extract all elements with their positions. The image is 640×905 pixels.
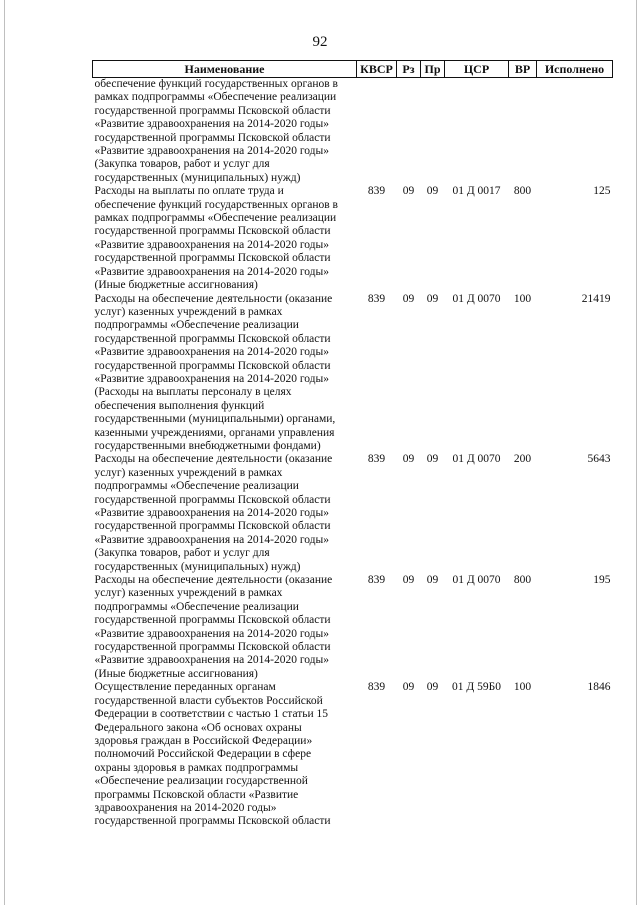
row-name-line: государственной программы Псковской области bbox=[94, 225, 331, 238]
row-name-line: государственной программы Псковской области bbox=[94, 359, 331, 372]
budget-table bbox=[92, 60, 613, 829]
row-name-line: государственными внебюджетными фондами) bbox=[94, 439, 321, 452]
row-vr-cell bbox=[509, 78, 537, 186]
row-pr-cell bbox=[421, 78, 445, 186]
row-name-line: «Развитие здравоохранения на 2014-2020 годы» bbox=[94, 372, 329, 385]
row-name-line: казенными учреждениями, органами управления bbox=[94, 426, 335, 439]
table-header-row bbox=[93, 61, 613, 78]
row-csr-cell: 01 Д 0017 bbox=[452, 185, 501, 198]
header-name: Наименование bbox=[93, 61, 357, 78]
row-name-line: «Развитие здравоохранения на 2014-2020 годы» bbox=[94, 145, 329, 158]
page-edge-right bbox=[636, 0, 637, 905]
row-name-line: подпрограммы «Обеспечение реализации bbox=[94, 600, 299, 613]
row-rz-cell bbox=[397, 78, 421, 186]
row-name-line: «Развитие здравоохранения на 2014-2020 годы» bbox=[94, 533, 329, 546]
row-rz-cell: 09 bbox=[402, 185, 415, 198]
table-row bbox=[93, 293, 613, 454]
page-edge-left bbox=[4, 0, 5, 905]
row-name-line: здоровья граждан в Российской Федерации» bbox=[94, 734, 313, 747]
page-number: 92 bbox=[312, 34, 328, 50]
row-kvsr-cell: 839 bbox=[367, 185, 386, 198]
row-vr-cell: 800 bbox=[513, 185, 532, 198]
row-vr-cell: 200 bbox=[513, 453, 532, 466]
row-vr-cell: 100 bbox=[513, 292, 532, 305]
row-name-line: рамках подпрограммы «Обеспечение реализации bbox=[94, 91, 337, 104]
row-name-line: государственными (муниципальными) органами, bbox=[94, 413, 336, 426]
row-csr-cell bbox=[445, 78, 509, 186]
row-name-line: услуг) казенных учреждений в рамках bbox=[94, 305, 283, 318]
row-name-line: рамках подпрограммы «Обеспечение реализации bbox=[94, 212, 337, 225]
header-pr: Пр bbox=[421, 61, 445, 78]
header-kvsr: КВСР bbox=[357, 61, 397, 78]
row-kvsr-cell bbox=[357, 78, 397, 186]
row-name-line: «Обеспечение реализации государственной bbox=[94, 775, 308, 788]
header-done: Исполнено bbox=[537, 61, 613, 78]
row-vr-cell: 100 bbox=[513, 681, 532, 694]
row-name-line: Федерального закона «Об основах охраны bbox=[94, 721, 302, 734]
row-name-line: Расходы на обеспечение деятельности (оказание bbox=[94, 292, 333, 305]
table-row bbox=[93, 681, 613, 828]
row-name-line: услуг) казенных учреждений в рамках bbox=[94, 466, 283, 479]
row-rz-cell: 09 bbox=[402, 574, 415, 587]
row-csr-cell: 01 Д 0070 bbox=[452, 292, 501, 305]
row-name-cell bbox=[93, 574, 357, 681]
row-csr-cell: 01 Д 0070 bbox=[452, 453, 501, 466]
row-done-cell: 21419 bbox=[581, 292, 611, 305]
row-pr-cell: 09 bbox=[426, 185, 439, 198]
header-vr: ВР bbox=[509, 61, 537, 78]
row-name-line: подпрограммы «Обеспечение реализации bbox=[94, 480, 299, 493]
row-name-line: Расходы на обеспечение деятельности (оказание bbox=[94, 453, 333, 466]
row-done-cell: 195 bbox=[593, 574, 611, 587]
table-row bbox=[93, 453, 613, 574]
row-name-line: полномочий Российской Федерации в сфере bbox=[94, 748, 312, 761]
row-name-line: государственной программы Псковской области bbox=[94, 332, 331, 345]
header-rz: Рз bbox=[397, 61, 421, 78]
row-name-line: (Закупка товаров, работ и услуг для bbox=[94, 547, 270, 560]
row-name-line: «Развитие здравоохранения на 2014-2020 годы» bbox=[94, 654, 329, 667]
row-done-cell: 1846 bbox=[587, 681, 611, 694]
row-name-line: Федерации в соответствии с частью 1 статьи 15 bbox=[94, 708, 329, 721]
row-name-line: Расходы на выплаты по оплате труда и bbox=[94, 185, 284, 198]
row-name-line: (Закупка товаров, работ и услуг для bbox=[94, 158, 270, 171]
row-name-line: (Иные бюджетные ассигнования) bbox=[94, 667, 258, 680]
row-name-cell bbox=[93, 681, 357, 828]
row-pr-cell: 09 bbox=[426, 574, 439, 587]
row-name-line: обеспечение функций государственных органов в bbox=[94, 78, 338, 90]
table-body bbox=[93, 78, 613, 829]
row-name-cell bbox=[93, 453, 357, 574]
row-name-cell bbox=[93, 293, 357, 454]
row-name-line: (Иные бюджетные ассигнования) bbox=[94, 279, 258, 292]
row-kvsr-cell: 839 bbox=[367, 681, 386, 694]
row-name-line: «Развитие здравоохранения на 2014-2020 годы» bbox=[94, 507, 329, 519]
row-rz-cell: 09 bbox=[402, 292, 415, 305]
row-pr-cell: 09 bbox=[426, 292, 439, 305]
row-pr-cell: 09 bbox=[426, 453, 439, 466]
row-name-line: государственной программы Псковской области bbox=[94, 520, 331, 533]
table-row bbox=[93, 185, 613, 292]
row-done-cell: 5643 bbox=[587, 453, 611, 466]
row-name-line: государственной власти субъектов Российской bbox=[94, 694, 323, 707]
table-row bbox=[93, 574, 613, 681]
row-done-cell: 125 bbox=[593, 185, 611, 198]
row-pr-cell: 09 bbox=[426, 681, 439, 694]
row-name-line: «Развитие здравоохранения на 2014-2020 годы» bbox=[94, 627, 329, 640]
row-name-cell bbox=[93, 78, 357, 186]
row-name-line: государственной программы Псковской области bbox=[94, 104, 331, 117]
row-name-line: «Развитие здравоохранения на 2014-2020 годы» bbox=[94, 265, 329, 278]
row-name-cell bbox=[93, 185, 357, 292]
row-kvsr-cell: 839 bbox=[367, 453, 386, 466]
row-csr-cell: 01 Д 0070 bbox=[452, 574, 501, 587]
row-name-line: обеспечения выполнения функций bbox=[94, 399, 265, 412]
row-name-line: подпрограммы «Обеспечение реализации bbox=[94, 319, 299, 332]
row-name-line: государственной программы Псковской области bbox=[94, 131, 331, 144]
row-rz-cell: 09 bbox=[402, 453, 415, 466]
row-name-line: здравоохранения на 2014-2020 годы» bbox=[94, 801, 277, 814]
row-name-line: «Развитие здравоохранения на 2014-2020 годы» bbox=[94, 118, 329, 131]
row-name-line: Расходы на обеспечение деятельности (оказание bbox=[94, 574, 333, 587]
row-name-line: государственных (муниципальных) нужд) bbox=[94, 560, 301, 573]
row-name-line: государственной программы Псковской области bbox=[94, 493, 331, 506]
row-name-line: государственных (муниципальных) нужд) bbox=[94, 171, 301, 184]
row-name-line: охраны здоровья в рамках подпрограммы bbox=[94, 761, 299, 774]
row-name-line: государственной программы Псковской области bbox=[94, 815, 331, 828]
header-csr: ЦСР bbox=[445, 61, 509, 78]
row-name-line: государственной программы Псковской области bbox=[94, 614, 331, 627]
row-kvsr-cell: 839 bbox=[367, 574, 386, 587]
row-name-line: программы Псковской области «Развитие bbox=[94, 788, 299, 801]
row-name-line: государственной программы Псковской области bbox=[94, 641, 331, 654]
row-done-cell bbox=[537, 78, 613, 186]
table-row bbox=[93, 78, 613, 186]
row-name-line: услуг) казенных учреждений в рамках bbox=[94, 587, 283, 600]
row-name-line: государственной программы Псковской области bbox=[94, 252, 331, 265]
row-kvsr-cell: 839 bbox=[367, 292, 386, 305]
row-csr-cell: 01 Д 59Б0 bbox=[452, 681, 501, 694]
row-name-line: (Расходы на выплаты персоналу в целях bbox=[94, 386, 292, 399]
row-name-line: «Развитие здравоохранения на 2014-2020 годы» bbox=[94, 346, 329, 359]
row-vr-cell: 800 bbox=[513, 574, 532, 587]
row-name-line: Осуществление переданных органам bbox=[94, 681, 276, 694]
row-name-line: обеспечение функций государственных органов в bbox=[94, 198, 338, 211]
row-rz-cell: 09 bbox=[402, 681, 415, 694]
row-name-line: «Развитие здравоохранения на 2014-2020 годы» bbox=[94, 238, 329, 251]
